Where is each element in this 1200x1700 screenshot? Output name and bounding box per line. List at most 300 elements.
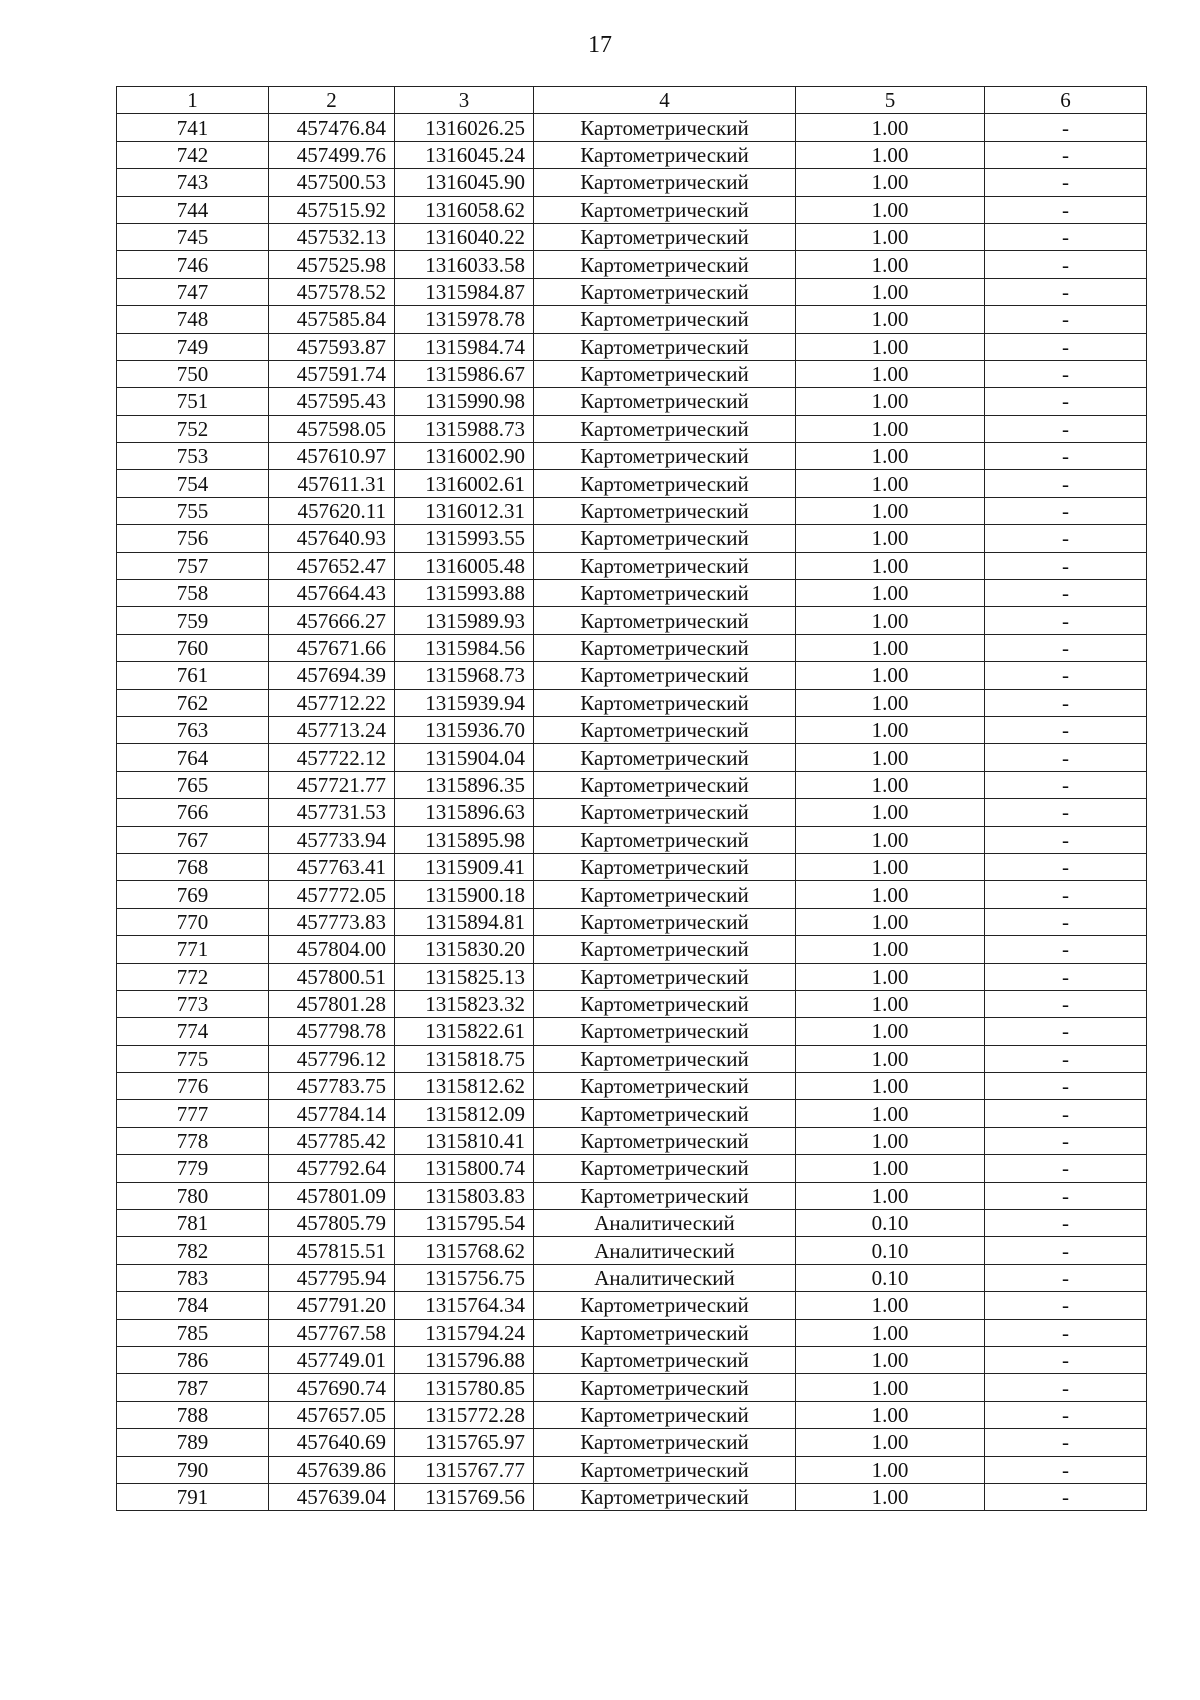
- note-cell: -: [985, 853, 1147, 880]
- table-row: [117, 881, 1147, 908]
- x-coordinate-cell: 457585.84: [269, 306, 395, 333]
- table-row: [117, 1264, 1147, 1291]
- point-number-cell: 778: [117, 1127, 269, 1154]
- method-cell: Картометрический: [534, 525, 796, 552]
- x-coordinate-cell: 457610.97: [269, 443, 395, 470]
- x-coordinate-cell: 457784.14: [269, 1100, 395, 1127]
- point-number-cell: 741: [117, 114, 269, 141]
- accuracy-cell: 1.00: [796, 251, 985, 278]
- y-coordinate-cell: 1315812.62: [395, 1073, 534, 1100]
- method-cell: Картометрический: [534, 799, 796, 826]
- x-coordinate-cell: 457795.94: [269, 1264, 395, 1291]
- x-coordinate-cell: 457801.09: [269, 1182, 395, 1209]
- point-number-cell: 782: [117, 1237, 269, 1264]
- note-cell: -: [985, 552, 1147, 579]
- note-cell: -: [985, 1401, 1147, 1428]
- method-cell: Картометрический: [534, 552, 796, 579]
- y-coordinate-cell: 1315984.87: [395, 278, 534, 305]
- method-cell: Картометрический: [534, 936, 796, 963]
- method-cell: Картометрический: [534, 223, 796, 250]
- y-coordinate-cell: 1315988.73: [395, 415, 534, 442]
- method-cell: Картометрический: [534, 1401, 796, 1428]
- x-coordinate-cell: 457666.27: [269, 607, 395, 634]
- accuracy-cell: 1.00: [796, 799, 985, 826]
- accuracy-cell: 1.00: [796, 1127, 985, 1154]
- accuracy-cell: 1.00: [796, 936, 985, 963]
- accuracy-cell: 1.00: [796, 853, 985, 880]
- accuracy-cell: 1.00: [796, 1456, 985, 1483]
- table-row: [117, 1073, 1147, 1100]
- point-number-cell: 747: [117, 278, 269, 305]
- point-number-cell: 759: [117, 607, 269, 634]
- note-cell: -: [985, 360, 1147, 387]
- accuracy-cell: 1.00: [796, 114, 985, 141]
- point-number-cell: 756: [117, 525, 269, 552]
- point-number-cell: 748: [117, 306, 269, 333]
- y-coordinate-cell: 1316005.48: [395, 552, 534, 579]
- point-number-cell: 754: [117, 470, 269, 497]
- point-number-cell: 776: [117, 1073, 269, 1100]
- accuracy-cell: 1.00: [796, 1401, 985, 1428]
- note-cell: -: [985, 908, 1147, 935]
- note-cell: -: [985, 881, 1147, 908]
- x-coordinate-cell: 457598.05: [269, 415, 395, 442]
- accuracy-cell: 1.00: [796, 634, 985, 661]
- method-cell: Картометрический: [534, 908, 796, 935]
- y-coordinate-cell: 1315796.88: [395, 1346, 534, 1373]
- method-cell: Картометрический: [534, 278, 796, 305]
- method-cell: Картометрический: [534, 1155, 796, 1182]
- accuracy-cell: 1.00: [796, 881, 985, 908]
- note-cell: -: [985, 415, 1147, 442]
- note-cell: -: [985, 251, 1147, 278]
- x-coordinate-cell: 457791.20: [269, 1292, 395, 1319]
- table-row: [117, 497, 1147, 524]
- note-cell: -: [985, 1456, 1147, 1483]
- method-cell: Аналитический: [534, 1237, 796, 1264]
- accuracy-cell: 1.00: [796, 169, 985, 196]
- accuracy-cell: 1.00: [796, 607, 985, 634]
- x-coordinate-cell: 457639.86: [269, 1456, 395, 1483]
- x-coordinate-cell: 457652.47: [269, 552, 395, 579]
- y-coordinate-cell: 1315764.34: [395, 1292, 534, 1319]
- accuracy-cell: 1.00: [796, 716, 985, 743]
- note-cell: -: [985, 1210, 1147, 1237]
- accuracy-cell: 1.00: [796, 1429, 985, 1456]
- y-coordinate-cell: 1315800.74: [395, 1155, 534, 1182]
- y-coordinate-cell: 1315812.09: [395, 1100, 534, 1127]
- table-row: [117, 1018, 1147, 1045]
- y-coordinate-cell: 1315939.94: [395, 689, 534, 716]
- point-number-cell: 765: [117, 771, 269, 798]
- point-number-cell: 789: [117, 1429, 269, 1456]
- method-cell: Картометрический: [534, 771, 796, 798]
- method-cell: Аналитический: [534, 1264, 796, 1291]
- method-cell: Картометрический: [534, 251, 796, 278]
- y-coordinate-cell: 1315986.67: [395, 360, 534, 387]
- note-cell: -: [985, 936, 1147, 963]
- table-row: [117, 799, 1147, 826]
- y-coordinate-cell: 1315993.55: [395, 525, 534, 552]
- column-header-1: 1: [117, 87, 269, 114]
- accuracy-cell: 1.00: [796, 525, 985, 552]
- y-coordinate-cell: 1315769.56: [395, 1483, 534, 1510]
- table-row: [117, 251, 1147, 278]
- table-row: [117, 525, 1147, 552]
- y-coordinate-cell: 1315825.13: [395, 963, 534, 990]
- y-coordinate-cell: 1315909.41: [395, 853, 534, 880]
- y-coordinate-cell: 1316058.62: [395, 196, 534, 223]
- method-cell: Картометрический: [534, 1100, 796, 1127]
- x-coordinate-cell: 457773.83: [269, 908, 395, 935]
- y-coordinate-cell: 1315818.75: [395, 1045, 534, 1072]
- point-number-cell: 753: [117, 443, 269, 470]
- y-coordinate-cell: 1315794.24: [395, 1319, 534, 1346]
- x-coordinate-cell: 457620.11: [269, 497, 395, 524]
- point-number-cell: 790: [117, 1456, 269, 1483]
- method-cell: Картометрический: [534, 196, 796, 223]
- note-cell: -: [985, 580, 1147, 607]
- point-number-cell: 758: [117, 580, 269, 607]
- method-cell: Картометрический: [534, 415, 796, 442]
- note-cell: -: [985, 443, 1147, 470]
- table-row: [117, 196, 1147, 223]
- table-row: [117, 744, 1147, 771]
- note-cell: -: [985, 1127, 1147, 1154]
- table-row: [117, 1210, 1147, 1237]
- method-cell: Картометрический: [534, 1374, 796, 1401]
- y-coordinate-cell: 1315900.18: [395, 881, 534, 908]
- method-cell: Картометрический: [534, 497, 796, 524]
- point-number-cell: 773: [117, 990, 269, 1017]
- method-cell: Картометрический: [534, 360, 796, 387]
- method-cell: Картометрический: [534, 1182, 796, 1209]
- y-coordinate-cell: 1315822.61: [395, 1018, 534, 1045]
- x-coordinate-cell: 457499.76: [269, 141, 395, 168]
- x-coordinate-cell: 457694.39: [269, 662, 395, 689]
- accuracy-cell: 1.00: [796, 1155, 985, 1182]
- note-cell: -: [985, 497, 1147, 524]
- table-row: [117, 306, 1147, 333]
- accuracy-cell: 1.00: [796, 306, 985, 333]
- point-number-cell: 786: [117, 1346, 269, 1373]
- note-cell: -: [985, 1319, 1147, 1346]
- y-coordinate-cell: 1316026.25: [395, 114, 534, 141]
- accuracy-cell: 1.00: [796, 497, 985, 524]
- method-cell: Картометрический: [534, 1456, 796, 1483]
- note-cell: -: [985, 306, 1147, 333]
- point-number-cell: 742: [117, 141, 269, 168]
- accuracy-cell: 1.00: [796, 196, 985, 223]
- y-coordinate-cell: 1315896.35: [395, 771, 534, 798]
- accuracy-cell: 1.00: [796, 744, 985, 771]
- note-cell: -: [985, 1292, 1147, 1319]
- y-coordinate-cell: 1315810.41: [395, 1127, 534, 1154]
- method-cell: Картометрический: [534, 826, 796, 853]
- accuracy-cell: 1.00: [796, 580, 985, 607]
- method-cell: Картометрический: [534, 634, 796, 661]
- note-cell: -: [985, 278, 1147, 305]
- table-row: [117, 716, 1147, 743]
- note-cell: -: [985, 333, 1147, 360]
- x-coordinate-cell: 457476.84: [269, 114, 395, 141]
- table-row: [117, 634, 1147, 661]
- method-cell: Картометрический: [534, 388, 796, 415]
- y-coordinate-cell: 1315830.20: [395, 936, 534, 963]
- y-coordinate-cell: 1315795.54: [395, 1210, 534, 1237]
- y-coordinate-cell: 1315895.98: [395, 826, 534, 853]
- note-cell: -: [985, 799, 1147, 826]
- method-cell: Картометрический: [534, 1292, 796, 1319]
- y-coordinate-cell: 1315772.28: [395, 1401, 534, 1428]
- note-cell: -: [985, 1100, 1147, 1127]
- point-number-cell: 751: [117, 388, 269, 415]
- accuracy-cell: 1.00: [796, 1018, 985, 1045]
- note-cell: -: [985, 1374, 1147, 1401]
- method-cell: Картометрический: [534, 607, 796, 634]
- method-cell: Картометрический: [534, 470, 796, 497]
- y-coordinate-cell: 1315936.70: [395, 716, 534, 743]
- x-coordinate-cell: 457593.87: [269, 333, 395, 360]
- table-row: [117, 580, 1147, 607]
- y-coordinate-cell: 1315896.63: [395, 799, 534, 826]
- note-cell: -: [985, 963, 1147, 990]
- note-cell: -: [985, 716, 1147, 743]
- accuracy-cell: 1.00: [796, 470, 985, 497]
- accuracy-cell: 1.00: [796, 141, 985, 168]
- x-coordinate-cell: 457712.22: [269, 689, 395, 716]
- point-number-cell: 774: [117, 1018, 269, 1045]
- x-coordinate-cell: 457640.69: [269, 1429, 395, 1456]
- point-number-cell: 761: [117, 662, 269, 689]
- method-cell: Картометрический: [534, 881, 796, 908]
- y-coordinate-cell: 1316012.31: [395, 497, 534, 524]
- x-coordinate-cell: 457733.94: [269, 826, 395, 853]
- point-number-cell: 763: [117, 716, 269, 743]
- x-coordinate-cell: 457772.05: [269, 881, 395, 908]
- x-coordinate-cell: 457578.52: [269, 278, 395, 305]
- method-cell: Картометрический: [534, 141, 796, 168]
- point-number-cell: 787: [117, 1374, 269, 1401]
- y-coordinate-cell: 1315989.93: [395, 607, 534, 634]
- table-row: [117, 936, 1147, 963]
- point-number-cell: 745: [117, 223, 269, 250]
- note-cell: -: [985, 1346, 1147, 1373]
- table-row: [117, 388, 1147, 415]
- accuracy-cell: 1.00: [796, 1374, 985, 1401]
- point-number-cell: 755: [117, 497, 269, 524]
- x-coordinate-cell: 457500.53: [269, 169, 395, 196]
- accuracy-cell: 1.00: [796, 662, 985, 689]
- accuracy-cell: 1.00: [796, 415, 985, 442]
- table-row: [117, 415, 1147, 442]
- table-row: [117, 826, 1147, 853]
- table-row: [117, 223, 1147, 250]
- column-header-5: 5: [796, 87, 985, 114]
- y-coordinate-cell: 1315756.75: [395, 1264, 534, 1291]
- note-cell: -: [985, 634, 1147, 661]
- y-coordinate-cell: 1316040.22: [395, 223, 534, 250]
- method-cell: Картометрический: [534, 1483, 796, 1510]
- point-number-cell: 767: [117, 826, 269, 853]
- accuracy-cell: 1.00: [796, 278, 985, 305]
- point-number-cell: 783: [117, 1264, 269, 1291]
- note-cell: -: [985, 1073, 1147, 1100]
- method-cell: Картометрический: [534, 1045, 796, 1072]
- x-coordinate-cell: 457611.31: [269, 470, 395, 497]
- x-coordinate-cell: 457815.51: [269, 1237, 395, 1264]
- accuracy-cell: 1.00: [796, 1346, 985, 1373]
- table-row: [117, 141, 1147, 168]
- point-number-cell: 750: [117, 360, 269, 387]
- point-number-cell: 743: [117, 169, 269, 196]
- note-cell: -: [985, 169, 1147, 196]
- note-cell: -: [985, 388, 1147, 415]
- point-number-cell: 772: [117, 963, 269, 990]
- method-cell: Картометрический: [534, 580, 796, 607]
- accuracy-cell: 1.00: [796, 1319, 985, 1346]
- note-cell: -: [985, 1155, 1147, 1182]
- table-row: [117, 360, 1147, 387]
- accuracy-cell: 1.00: [796, 333, 985, 360]
- table-row: [117, 607, 1147, 634]
- method-cell: Аналитический: [534, 1210, 796, 1237]
- accuracy-cell: 1.00: [796, 689, 985, 716]
- accuracy-cell: 1.00: [796, 908, 985, 935]
- x-coordinate-cell: 457721.77: [269, 771, 395, 798]
- note-cell: -: [985, 607, 1147, 634]
- x-coordinate-cell: 457767.58: [269, 1319, 395, 1346]
- accuracy-cell: 1.00: [796, 360, 985, 387]
- x-coordinate-cell: 457763.41: [269, 853, 395, 880]
- note-cell: -: [985, 114, 1147, 141]
- table-row: [117, 990, 1147, 1017]
- x-coordinate-cell: 457591.74: [269, 360, 395, 387]
- note-cell: -: [985, 1018, 1147, 1045]
- y-coordinate-cell: 1315978.78: [395, 306, 534, 333]
- method-cell: Картометрический: [534, 662, 796, 689]
- point-number-cell: 784: [117, 1292, 269, 1319]
- accuracy-cell: 1.00: [796, 1045, 985, 1072]
- x-coordinate-cell: 457532.13: [269, 223, 395, 250]
- note-cell: -: [985, 223, 1147, 250]
- x-coordinate-cell: 457804.00: [269, 936, 395, 963]
- note-cell: -: [985, 141, 1147, 168]
- method-cell: Картометрический: [534, 1319, 796, 1346]
- note-cell: -: [985, 689, 1147, 716]
- x-coordinate-cell: 457671.66: [269, 634, 395, 661]
- column-header-2: 2: [269, 87, 395, 114]
- table-row: [117, 552, 1147, 579]
- method-cell: Картометрический: [534, 114, 796, 141]
- column-header-4: 4: [534, 87, 796, 114]
- table-row: [117, 1292, 1147, 1319]
- point-number-cell: 771: [117, 936, 269, 963]
- table-row: [117, 1155, 1147, 1182]
- table-body: [117, 114, 1147, 1511]
- accuracy-cell: 1.00: [796, 1292, 985, 1319]
- method-cell: Картометрический: [534, 1127, 796, 1154]
- table-row: [117, 853, 1147, 880]
- note-cell: -: [985, 1264, 1147, 1291]
- table-row: [117, 1100, 1147, 1127]
- accuracy-cell: 1.00: [796, 963, 985, 990]
- x-coordinate-cell: 457731.53: [269, 799, 395, 826]
- table-row: [117, 443, 1147, 470]
- accuracy-cell: 0.10: [796, 1210, 985, 1237]
- accuracy-cell: 1.00: [796, 1182, 985, 1209]
- point-number-cell: 744: [117, 196, 269, 223]
- x-coordinate-cell: 457805.79: [269, 1210, 395, 1237]
- table-row: [117, 689, 1147, 716]
- table-row: [117, 1045, 1147, 1072]
- y-coordinate-cell: 1316002.61: [395, 470, 534, 497]
- x-coordinate-cell: 457798.78: [269, 1018, 395, 1045]
- method-cell: Картометрический: [534, 1346, 796, 1373]
- table-row: [117, 1319, 1147, 1346]
- note-cell: -: [985, 826, 1147, 853]
- x-coordinate-cell: 457690.74: [269, 1374, 395, 1401]
- point-number-cell: 785: [117, 1319, 269, 1346]
- point-number-cell: 764: [117, 744, 269, 771]
- accuracy-cell: 0.10: [796, 1237, 985, 1264]
- point-number-cell: 760: [117, 634, 269, 661]
- method-cell: Картометрический: [534, 990, 796, 1017]
- method-cell: Картометрический: [534, 1018, 796, 1045]
- point-number-cell: 749: [117, 333, 269, 360]
- point-number-cell: 746: [117, 251, 269, 278]
- y-coordinate-cell: 1316002.90: [395, 443, 534, 470]
- table-row: [117, 1182, 1147, 1209]
- accuracy-cell: 1.00: [796, 1100, 985, 1127]
- note-cell: -: [985, 662, 1147, 689]
- table-row: [117, 908, 1147, 935]
- y-coordinate-cell: 1315803.83: [395, 1182, 534, 1209]
- accuracy-cell: 1.00: [796, 223, 985, 250]
- y-coordinate-cell: 1315968.73: [395, 662, 534, 689]
- point-number-cell: 769: [117, 881, 269, 908]
- point-number-cell: 757: [117, 552, 269, 579]
- table-row: [117, 1429, 1147, 1456]
- note-cell: -: [985, 1045, 1147, 1072]
- method-cell: Картометрический: [534, 744, 796, 771]
- point-number-cell: 775: [117, 1045, 269, 1072]
- y-coordinate-cell: 1315993.88: [395, 580, 534, 607]
- table-row: [117, 1346, 1147, 1373]
- accuracy-cell: 0.10: [796, 1264, 985, 1291]
- method-cell: Картометрический: [534, 689, 796, 716]
- x-coordinate-cell: 457515.92: [269, 196, 395, 223]
- table-row: [117, 662, 1147, 689]
- method-cell: Картометрический: [534, 333, 796, 360]
- y-coordinate-cell: 1315904.04: [395, 744, 534, 771]
- note-cell: -: [985, 470, 1147, 497]
- y-coordinate-cell: 1315984.56: [395, 634, 534, 661]
- column-header-3: 3: [395, 87, 534, 114]
- x-coordinate-cell: 457800.51: [269, 963, 395, 990]
- table-row: [117, 963, 1147, 990]
- point-number-cell: 770: [117, 908, 269, 935]
- table-row: [117, 278, 1147, 305]
- point-number-cell: 791: [117, 1483, 269, 1510]
- table-row: [117, 114, 1147, 141]
- method-cell: Картометрический: [534, 306, 796, 333]
- point-number-cell: 752: [117, 415, 269, 442]
- x-coordinate-cell: 457664.43: [269, 580, 395, 607]
- accuracy-cell: 1.00: [796, 990, 985, 1017]
- x-coordinate-cell: 457525.98: [269, 251, 395, 278]
- table-row: [117, 1483, 1147, 1510]
